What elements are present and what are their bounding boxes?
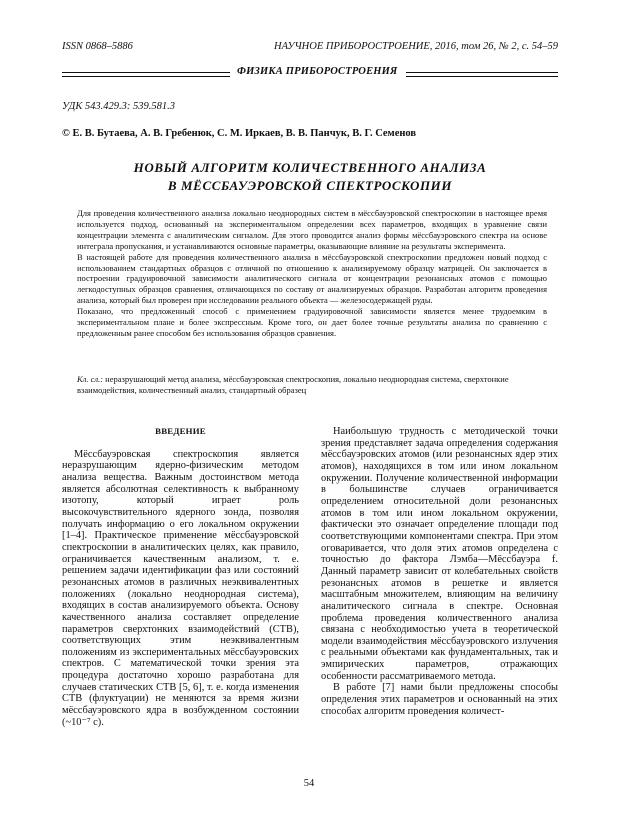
- section-title: ФИЗИКА ПРИБОРОСТРОЕНИЯ: [237, 66, 398, 77]
- journal-reference: НАУЧНОЕ ПРИБОРОСТРОЕНИЕ, 2016, том 26, № 2, c. 54–59: [274, 41, 558, 52]
- body-paragraph: Наибольшую трудность с методической точки зрения представляет задача определения содержания мёссбауэровских атомов (или резонансных ядер этих атомов), находящихся в том или ином локальном окружении. Получение количественной информации в большинстве случаев ограничивается определением относительной доли резонансных атомов в том или ином локальном окружении, фактически это означает определение площади под соответствующими компонентами спектра. При этом оговаривается, что доля этих атомов определена с точностью до фактора Лэмба—Мёссбауэра f. Данный параметр зависит от колебательных свойств резонансных атомов в решетке и является масштабным множителем, влияющим на величину аналитического сигнала в спектре. Основная проблема проведения количественного анализа связана с необходимостью учета в теоретической модели взаимодействия мёссбауэровского излучения с реальными объектами как фундаментальных, так и эмпирических параметров, отражающих особенности рассматриваемого метода.: [321, 426, 558, 682]
- paper-title-line-2: В МЁССБАУЭРОВСКОЙ СПЕКТРОСКОПИИ: [167, 178, 453, 193]
- page-number: 54: [303, 778, 315, 789]
- abstract-paragraph: В настоящей работе для проведения количественного анализа в мёссбауэровской спектроскопии предложен новый подход с использованием стандартных образцов с отличной по отношению к анализируемому образцу матрицей. Он заключается в построении градуировочной зависимости аналитического сигнала от концентрации резонансных атомов с помощью легкодоступных образцов сравнения, отличающихся по составу от анализируемых образцов. Разработан алгоритм проведения анализа, который был проверен при исследовании реального объекта — железосодержащей руды.: [77, 251, 547, 306]
- abstract-paragraph: Показано, что предложенный способ с применением градуировочной зависимости является менее трудоемким в экспериментальном плане и более экспрессным. Кроме того, он дает более точные результаты анализа по сравнению с предложенным ранее способом без использования образцов сравнения.: [77, 306, 547, 338]
- udk-code: УДК 543.429.3: 539.581.3: [62, 101, 176, 112]
- keywords-text: неразрушающий метод анализа, мёссбауэровская спектроскопия, локально неоднородная система, сверхтонкие взаимодействия, количественный анализ, стандартный образец: [77, 374, 509, 395]
- issn-label: ISSN 0868–5886: [62, 41, 133, 52]
- section-bar: [62, 66, 558, 80]
- body-paragraph: В работе [7] нами были предложены способы определения этих параметров и основанный на этих способах алгоритм проведения количест-: [321, 682, 558, 717]
- paper-title-line-1: НОВЫЙ АЛГОРИТМ КОЛИЧЕСТВЕННОГО АНАЛИЗА: [133, 160, 487, 175]
- left-column: [62, 426, 299, 728]
- body-paragraph: Мёссбауэровская спектроскопия является неразрушающим ядерно-физическим методом анализа вещества. Важным достоинством метода является абсолютная селективность к выбранному изотопу, который играет роль высокочувствительного ядерного зонда, позволяя получать информацию о его локальном окружении [1–4]. Практическое применение мёссбауэровской спектроскопии в аналитических целях, как правило, ограничивается качественным анализом, т. е. решением задачи идентификации фаз или состояний резонансных атомов в различных неэквивалентных положениях (локально неоднородная система), входящих в состав анализируемого объекта. Основу качественного анализа составляет определение параметров сверхтонких взаимодействий (СТВ), соответствующих этим неэквивалентным положениям из экспериментальных мёссбауэровских спектров. С математической точки зрения эта процедура достаточно хорошо разработана для случаев статических СТВ [5, 6], т. е. когда изменения СТВ (флуктуации) не меняются за время жизни мёссбауэровского ядра в возбужденном состоянии (~10⁻⁷ с).: [62, 448, 299, 728]
- keywords-label: Кл. сл.:: [77, 374, 104, 384]
- keywords: [77, 374, 547, 396]
- section-rule-right: [406, 72, 558, 77]
- section-rule-left: [62, 72, 230, 77]
- intro-heading: ВВЕДЕНИЕ: [155, 426, 206, 436]
- right-column: [321, 426, 558, 717]
- authors-line: © Е. В. Бутаева, А. В. Гребенюк, С. М. Иркаев, В. В. Панчук, В. Г. Семенов: [62, 128, 417, 139]
- abstract-paragraph: Для проведения количественного анализа локально неоднородных систем в мёссбауэровской спектроскопии в настоящее время используется подход, основанный на экспериментальном определении всех параметров, входящих в уравнение связи концентрации элемента с аналитическим сигналом. Для этого проводится анализ формы мёссбауэровского спектра на основе интеграла пропускания, и устанавливаются основные параметры, оказывающие влияние на результаты эксперимента.: [77, 208, 547, 251]
- abstract: [77, 208, 547, 339]
